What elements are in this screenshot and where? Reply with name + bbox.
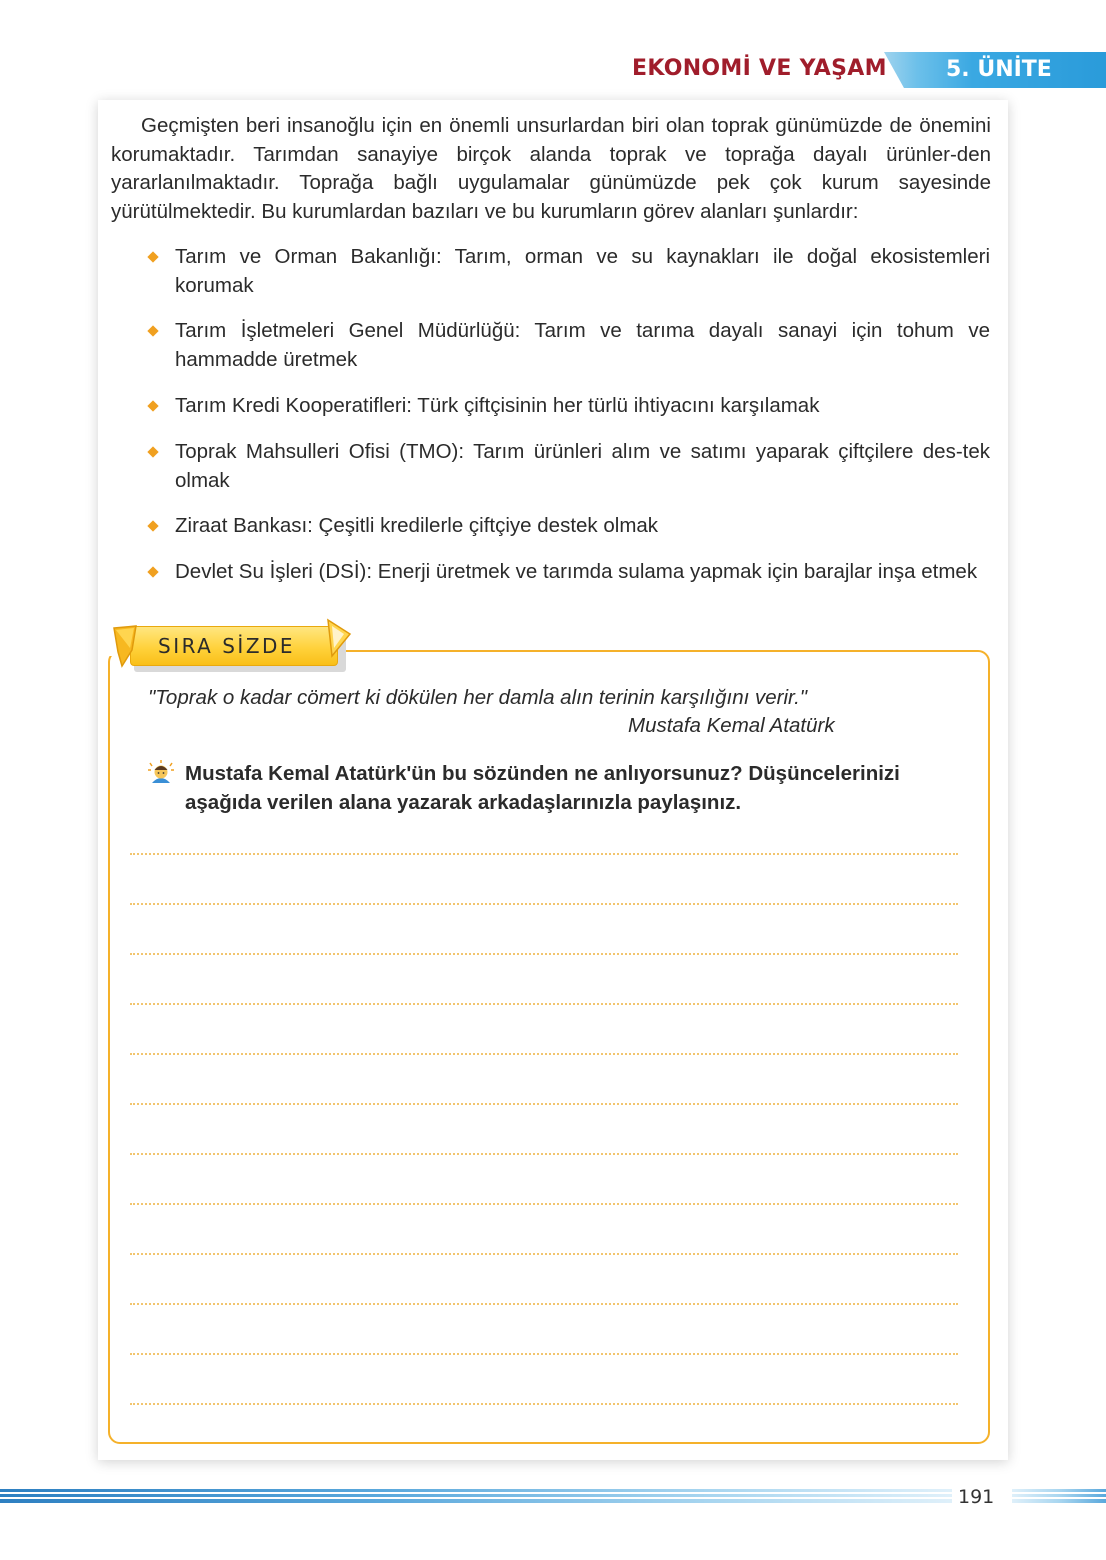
page-number: 191 — [958, 1486, 995, 1508]
list-item: Tarım İşletmeleri Genel Müdürlüğü: Tarım ve tarıma dayalı sanayi için tohum ve hammadde üretmek — [175, 319, 990, 371]
answer-line[interactable] — [130, 1403, 958, 1405]
list-item: Tarım ve Orman Bakanlığı: Tarım, orman ve su kaynakları ile doğal ekosistemleri korumak — [175, 245, 990, 297]
answer-line[interactable] — [130, 1153, 958, 1155]
ataturk-quote: "Toprak o kadar cömert ki dökülen her damla alın terinin karşılığını verir." — [148, 686, 808, 709]
list-item: Toprak Mahsulleri Ofisi (TMO): Tarım ürünleri alım ve satımı yaparak çiftçilere des-tek olmak — [175, 440, 990, 492]
unit-label: 5. ÜNİTE — [946, 57, 1052, 82]
activity-badge-label: SIRA SİZDE — [158, 634, 296, 658]
footer-stripe-left — [0, 1489, 952, 1503]
footer-stripe-right — [1012, 1489, 1106, 1503]
answer-line[interactable] — [130, 853, 958, 855]
quote-author: Mustafa Kemal Atatürk — [628, 714, 835, 737]
section-title: EKONOMİ VE YAŞAM — [632, 56, 887, 81]
list-item: Ziraat Bankası: Çeşitli kredilerle çiftçiye destek olmak — [175, 514, 659, 537]
answer-line[interactable] — [130, 1303, 958, 1305]
answer-line[interactable] — [130, 1203, 958, 1205]
activity-question: Mustafa Kemal Atatürk'ün bu sözünden ne anlıyorsunuz? Düşüncelerinizi aşağıda verilen alana yazarak arkadaşlarınızla paylaşınız. — [185, 762, 900, 814]
answer-line[interactable] — [130, 1353, 958, 1355]
pennant-left-icon — [110, 622, 140, 670]
answer-line[interactable] — [130, 1053, 958, 1055]
answer-line[interactable] — [130, 1003, 958, 1005]
answer-line[interactable] — [130, 953, 958, 955]
intro-paragraph: Geçmişten beri insanoğlu için en önemli unsurlardan biri olan toprak günümüzde de önemini korumaktadır. Tarımdan sanayiye birçok alanda toprak ve toprağa dayalı ürünler-den yararlanılmaktadır. Toprağa bağlı uygulamalar günümüzde pek çok kurum sayesinde yürütülmektedir. Bu kurumlardan bazıları ve bu kurumların görev alanları şunlardır: — [111, 114, 991, 223]
answer-line[interactable] — [130, 1103, 958, 1105]
answer-line[interactable] — [130, 903, 958, 905]
answer-line[interactable] — [130, 1253, 958, 1255]
list-item: Tarım Kredi Kooperatifleri: Türk çiftçisinin her türlü ihtiyacını karşılamak — [175, 394, 820, 417]
student-thinking-icon — [147, 759, 175, 787]
pennant-right-icon — [324, 616, 354, 662]
list-item: Devlet Su İşleri (DSİ): Enerji üretmek ve tarımda sulama yapmak için barajlar inşa etmek — [175, 560, 978, 583]
